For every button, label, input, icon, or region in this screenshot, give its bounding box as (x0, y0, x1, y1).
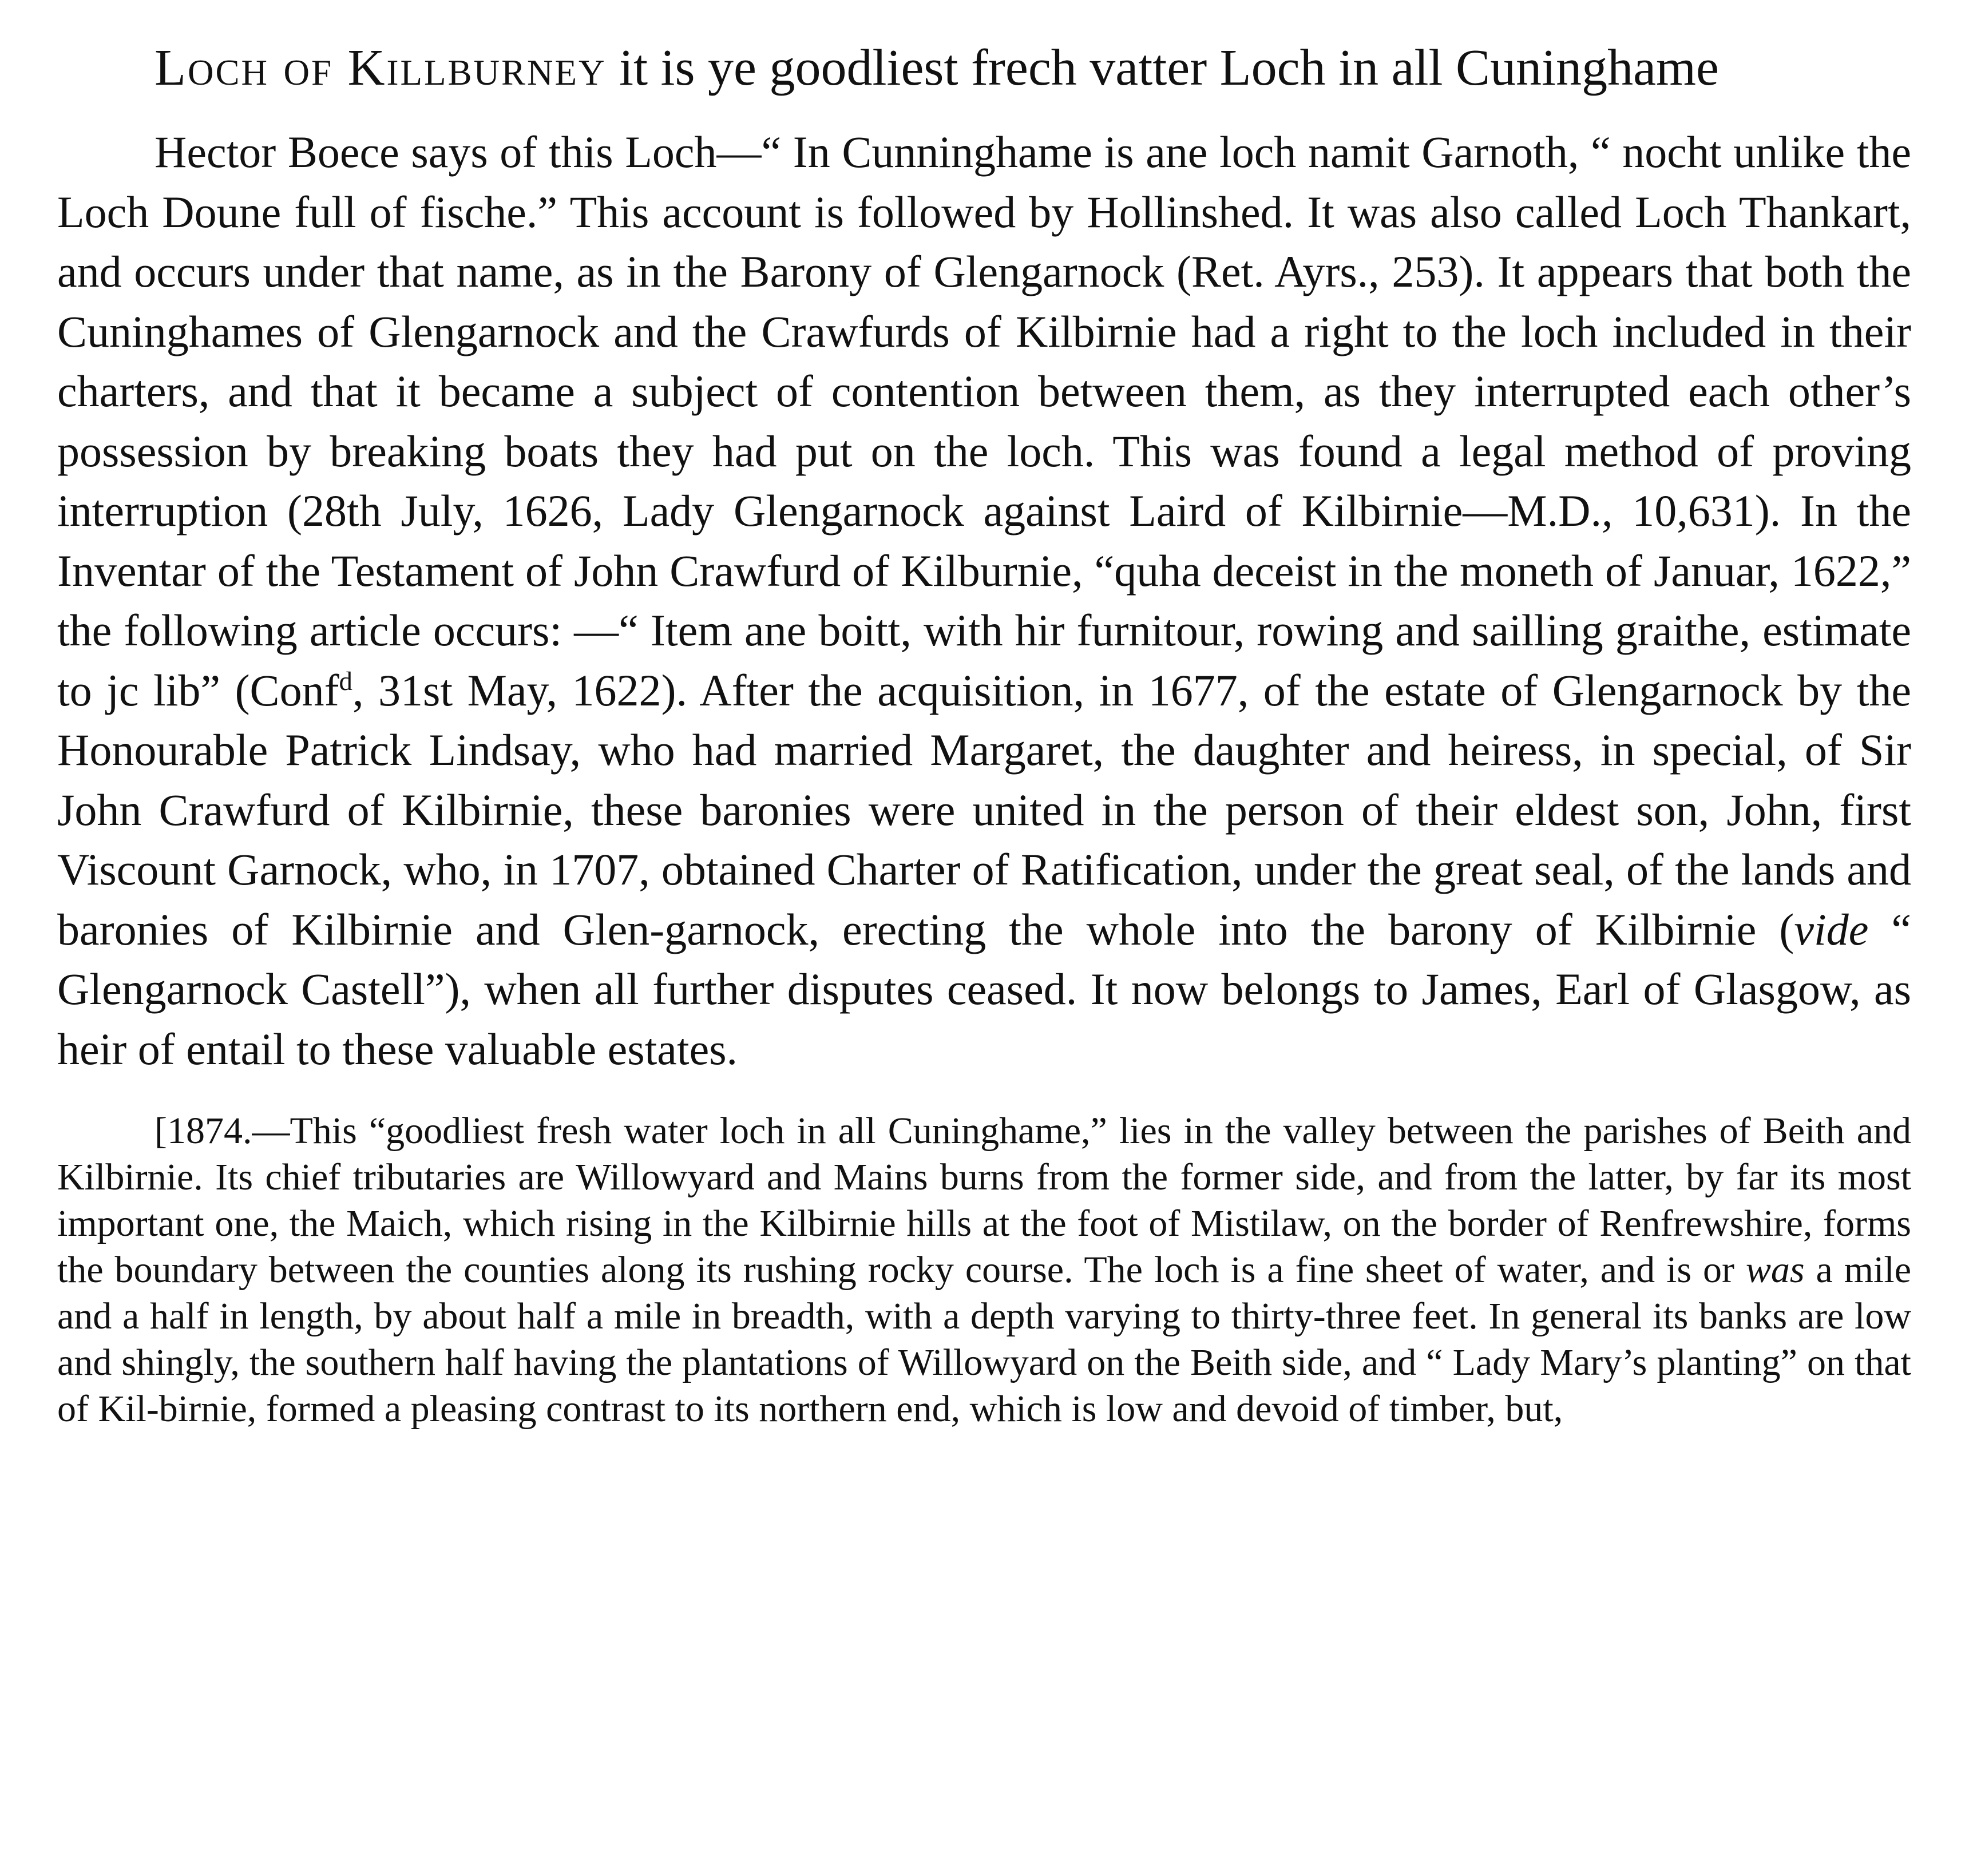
heading-smallcaps: Loch of Killburney (154, 39, 607, 96)
superscript-d: d (339, 666, 352, 696)
paragraph-main-text-3: “ Glengarnock Castell”), when all further disputes ceased. It now belongs to James, Earl of Glasgow, as heir of entail to these valuable estates. (57, 904, 1912, 1074)
paragraph-main-text-1: Hector Boece says of this Loch—“ In Cunninghame is ane loch namit Garnoth, “ nocht unlike the Loch Doune full of fische.” This account is followed by Hollinshed. It was also called Loch Thankart, and occurs under that name, as in the Barony of Glengarnock (Ret. Ayrs., 253). It appears that both the Cuninghames of Glengarnock and the Crawfurds of Kilbirnie had a right to the loch included in their charters, and that it became a subject of contention between them, as they interrupted each other’s possession by breaking boats they had put on the loch. This was found a legal method of proving interruption (28th July, 1626, Lady Glengarnock against Laird of Kilbirnie—M.D., 10,631). In the Inventar of the Testament of John Crawfurd of Kilburnie, “quha deceist in the moneth of Januar, 1622,” the following article occurs: —“ Item ane boitt, with hir furnitour, rowing and sailling graithe, estimate to jc lib” (Conf (57, 127, 1911, 715)
heading-text: it is ye goodliest frech vatter Loch in all Cuninghame (606, 39, 1719, 96)
section-heading (57, 34, 1911, 102)
paragraph-note-text-2: a mile and a half in length, by about half a mile in breadth, with a depth varying to thirty-three feet. In general its banks are low and shingly, the southern half having the plantations of Willowyard on the Beith side, and “ Lady Mary’s planting” on that of Kil-birnie, formed a pleasing contrast to its northern end, which is low and devoid of timber, but, (57, 1249, 1911, 1430)
paragraph-note-1874 (57, 1108, 1911, 1432)
italic-was: was (1745, 1249, 1805, 1291)
italic-vide: vide (1794, 904, 1869, 954)
paragraph-main-text-2: , 31st May, 1622). After the acquisition, in 1677, of the estate of Glengarnock by the Honourable Patrick Lindsay, who had married Margaret, the daughter and heiress, in special, of Sir John Crawfurd of Kilbirnie, these baronies were united in the person of their eldest son, John, first Viscount Garnock, who, in 1707, obtained Charter of Ratification, under the great seal, of the lands and baronies of Kilbirnie and Glen-garnock, erecting the whole into the barony of Kilbirnie ( (57, 665, 1911, 954)
paragraph-note-text-1: [1874.—This “goodliest fresh water loch in all Cuninghame,” lies in the valley between the parishes of Beith and Kilbirnie. Its chief tributaries are Willowyard and Mains burns from the former side, and from the latter, by far its most important one, the Maich, which rising in the Kilbirnie hills at the foot of Mistilaw, on the border of Renfrewshire, forms the boundary between the counties along its rushing rocky course. The loch is a fine sheet of water, and is or (57, 1110, 1911, 1291)
document-page (57, 34, 1911, 1432)
paragraph-main (57, 122, 1911, 1079)
